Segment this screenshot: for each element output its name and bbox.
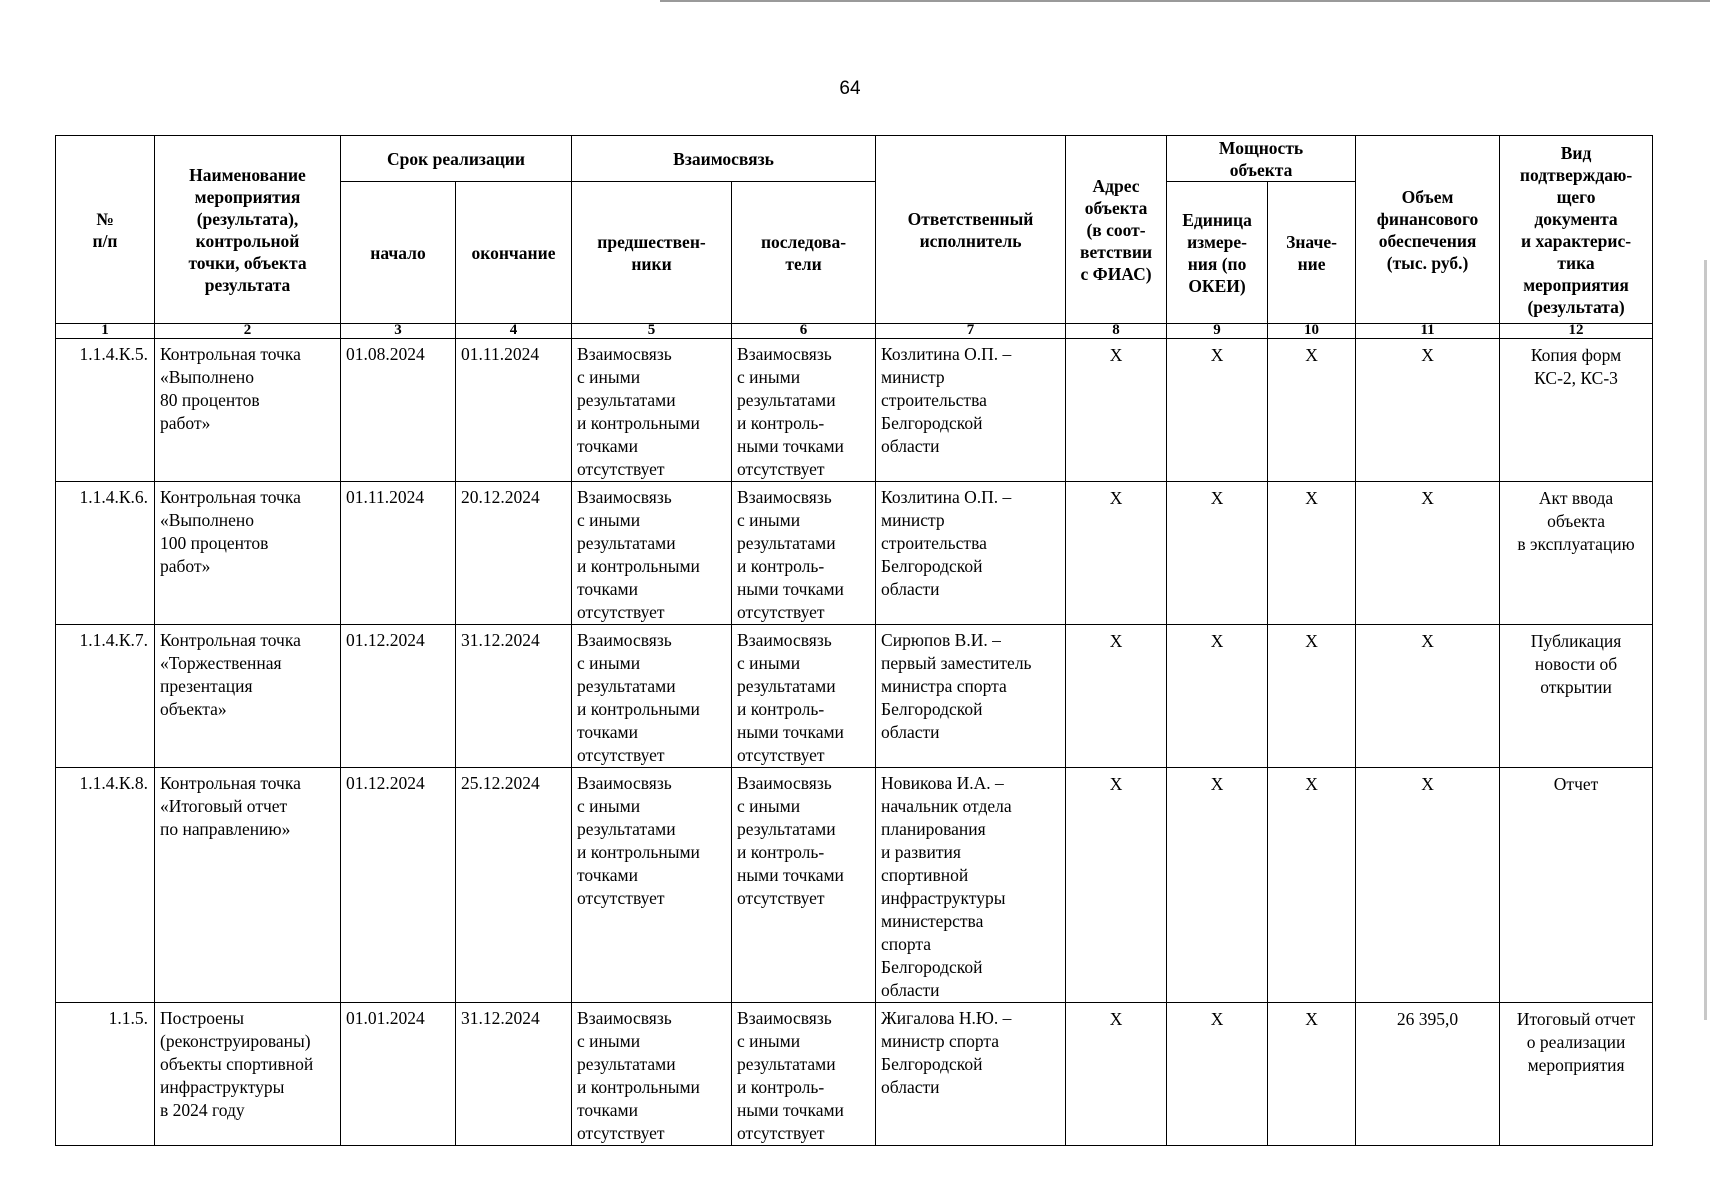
cell-start: 01.08.2024 bbox=[341, 339, 456, 482]
cell-doc-type: Итоговый отчет о реализации мероприятия bbox=[1500, 1003, 1653, 1146]
cell-end: 31.12.2024 bbox=[456, 1003, 572, 1146]
header-name: Наименование мероприятия (результата), контрольной точки, объекта результата bbox=[155, 136, 341, 324]
column-number: 2 bbox=[155, 324, 341, 339]
cell-responsible: Жигалова Н.Ю. – министр спорта Белгородской области bbox=[876, 1003, 1066, 1146]
cell-successors: Взаимосвязь с иными результатами и контроль- ными точками отсутствует bbox=[732, 768, 876, 1003]
column-number: 1 bbox=[56, 324, 155, 339]
cell-value: Х bbox=[1268, 482, 1356, 625]
column-number: 12 bbox=[1500, 324, 1653, 339]
cell-end: 25.12.2024 bbox=[456, 768, 572, 1003]
cell-successors: Взаимосвязь с иными результатами и контроль- ными точками отсутствует bbox=[732, 339, 876, 482]
header-value: Значе- ние bbox=[1268, 182, 1356, 324]
column-numbers-row bbox=[56, 324, 1653, 339]
cell-name: Построены (реконструированы) объекты спортивной инфраструктуры в 2024 году bbox=[155, 1003, 341, 1146]
header-relation: Взаимосвязь bbox=[572, 136, 876, 182]
page-number: 64 bbox=[839, 78, 861, 99]
cell-doc-type: Копия форм КС-2, КС-3 bbox=[1500, 339, 1653, 482]
table-header bbox=[56, 136, 1653, 339]
cell-num: 1.1.5. bbox=[56, 1003, 155, 1146]
cell-successors: Взаимосвязь с иными результатами и контроль- ными точками отсутствует bbox=[732, 482, 876, 625]
cell-finance: Х bbox=[1356, 768, 1500, 1003]
cell-address: Х bbox=[1066, 1003, 1167, 1146]
header-successors: последова- тели bbox=[732, 182, 876, 324]
cell-end: 20.12.2024 bbox=[456, 482, 572, 625]
cell-doc-type: Отчет bbox=[1500, 768, 1653, 1003]
cell-end: 31.12.2024 bbox=[456, 625, 572, 768]
cell-finance: Х bbox=[1356, 625, 1500, 768]
cell-num: 1.1.4.К.5. bbox=[56, 339, 155, 482]
cell-address: Х bbox=[1066, 482, 1167, 625]
table-row bbox=[56, 1003, 1653, 1146]
cell-doc-type: Публикация новости об открытии bbox=[1500, 625, 1653, 768]
cell-start: 01.01.2024 bbox=[341, 1003, 456, 1146]
column-number: 11 bbox=[1356, 324, 1500, 339]
cell-responsible: Козлитина О.П. – министр строительства Белгородской области bbox=[876, 482, 1066, 625]
cell-finance: Х bbox=[1356, 339, 1500, 482]
header-responsible: Ответственный исполнитель bbox=[876, 136, 1066, 324]
column-number: 9 bbox=[1167, 324, 1268, 339]
cell-doc-type: Акт ввода объекта в эксплуатацию bbox=[1500, 482, 1653, 625]
cell-unit: Х bbox=[1167, 1003, 1268, 1146]
cell-predecessors: Взаимосвязь с иными результатами и контрольными точками отсутствует bbox=[572, 339, 732, 482]
cell-start: 01.12.2024 bbox=[341, 625, 456, 768]
header-predecessors: предшествен- ники bbox=[572, 182, 732, 324]
cell-finance: 26 395,0 bbox=[1356, 1003, 1500, 1146]
cell-finance: Х bbox=[1356, 482, 1500, 625]
plan-table bbox=[55, 135, 1653, 1146]
cell-address: Х bbox=[1066, 768, 1167, 1003]
table-row bbox=[56, 768, 1653, 1003]
cell-name: Контрольная точка «Выполнено 80 процентов работ» bbox=[155, 339, 341, 482]
header-period: Срок реализации bbox=[341, 136, 572, 182]
cell-value: Х bbox=[1268, 339, 1356, 482]
column-number: 3 bbox=[341, 324, 456, 339]
cell-unit: Х bbox=[1167, 339, 1268, 482]
cell-address: Х bbox=[1066, 625, 1167, 768]
column-number: 4 bbox=[456, 324, 572, 339]
cell-unit: Х bbox=[1167, 625, 1268, 768]
cell-address: Х bbox=[1066, 339, 1167, 482]
header-start: начало bbox=[341, 182, 456, 324]
header-finance: Объем финансового обеспечения (тыс. руб.) bbox=[1356, 136, 1500, 324]
column-number: 7 bbox=[876, 324, 1066, 339]
cell-predecessors: Взаимосвязь с иными результатами и контрольными точками отсутствует bbox=[572, 482, 732, 625]
header-capacity: Мощность объекта bbox=[1167, 136, 1356, 182]
cell-successors: Взаимосвязь с иными результатами и контроль- ными точками отсутствует bbox=[732, 1003, 876, 1146]
column-number: 8 bbox=[1066, 324, 1167, 339]
cell-unit: Х bbox=[1167, 482, 1268, 625]
cell-name: Контрольная точка «Выполнено 100 процентов работ» bbox=[155, 482, 341, 625]
cell-responsible: Новикова И.А. – начальник отдела планирования и развития спортивной инфраструктуры министерства спорта Белгородской области bbox=[876, 768, 1066, 1003]
cell-end: 01.11.2024 bbox=[456, 339, 572, 482]
cell-value: Х bbox=[1268, 768, 1356, 1003]
column-number: 6 bbox=[732, 324, 876, 339]
table-body bbox=[56, 339, 1653, 1146]
table-row bbox=[56, 339, 1653, 482]
scan-border-line bbox=[660, 0, 1710, 2]
cell-start: 01.11.2024 bbox=[341, 482, 456, 625]
header-num: № п/п bbox=[56, 136, 155, 324]
header-end: окончание bbox=[456, 182, 572, 324]
header-address: Адрес объекта (в соот- ветствии с ФИАС) bbox=[1066, 136, 1167, 324]
column-number: 5 bbox=[572, 324, 732, 339]
cell-predecessors: Взаимосвязь с иными результатами и контрольными точками отсутствует bbox=[572, 1003, 732, 1146]
header-unit: Единица измере- ния (по ОКЕИ) bbox=[1167, 182, 1268, 324]
cell-predecessors: Взаимосвязь с иными результатами и контрольными точками отсутствует bbox=[572, 625, 732, 768]
cell-predecessors: Взаимосвязь с иными результатами и контрольными точками отсутствует bbox=[572, 768, 732, 1003]
cell-responsible: Сирюпов В.И. – первый заместитель министра спорта Белгородской области bbox=[876, 625, 1066, 768]
scan-edge bbox=[1704, 260, 1707, 1020]
header-doc-type: Вид подтверждаю- щего документа и характерис- тика мероприятия (результата) bbox=[1500, 136, 1653, 324]
table-row bbox=[56, 482, 1653, 625]
cell-name: Контрольная точка «Торжественная презентация объекта» bbox=[155, 625, 341, 768]
cell-num: 1.1.4.К.6. bbox=[56, 482, 155, 625]
cell-successors: Взаимосвязь с иными результатами и контроль- ными точками отсутствует bbox=[732, 625, 876, 768]
cell-num: 1.1.4.К.7. bbox=[56, 625, 155, 768]
cell-num: 1.1.4.К.8. bbox=[56, 768, 155, 1003]
cell-value: Х bbox=[1268, 625, 1356, 768]
cell-name: Контрольная точка «Итоговый отчет по направлению» bbox=[155, 768, 341, 1003]
cell-value: Х bbox=[1268, 1003, 1356, 1146]
cell-start: 01.12.2024 bbox=[341, 768, 456, 1003]
cell-unit: Х bbox=[1167, 768, 1268, 1003]
cell-responsible: Козлитина О.П. – министр строительства Белгородской области bbox=[876, 339, 1066, 482]
column-number: 10 bbox=[1268, 324, 1356, 339]
table-row bbox=[56, 625, 1653, 768]
